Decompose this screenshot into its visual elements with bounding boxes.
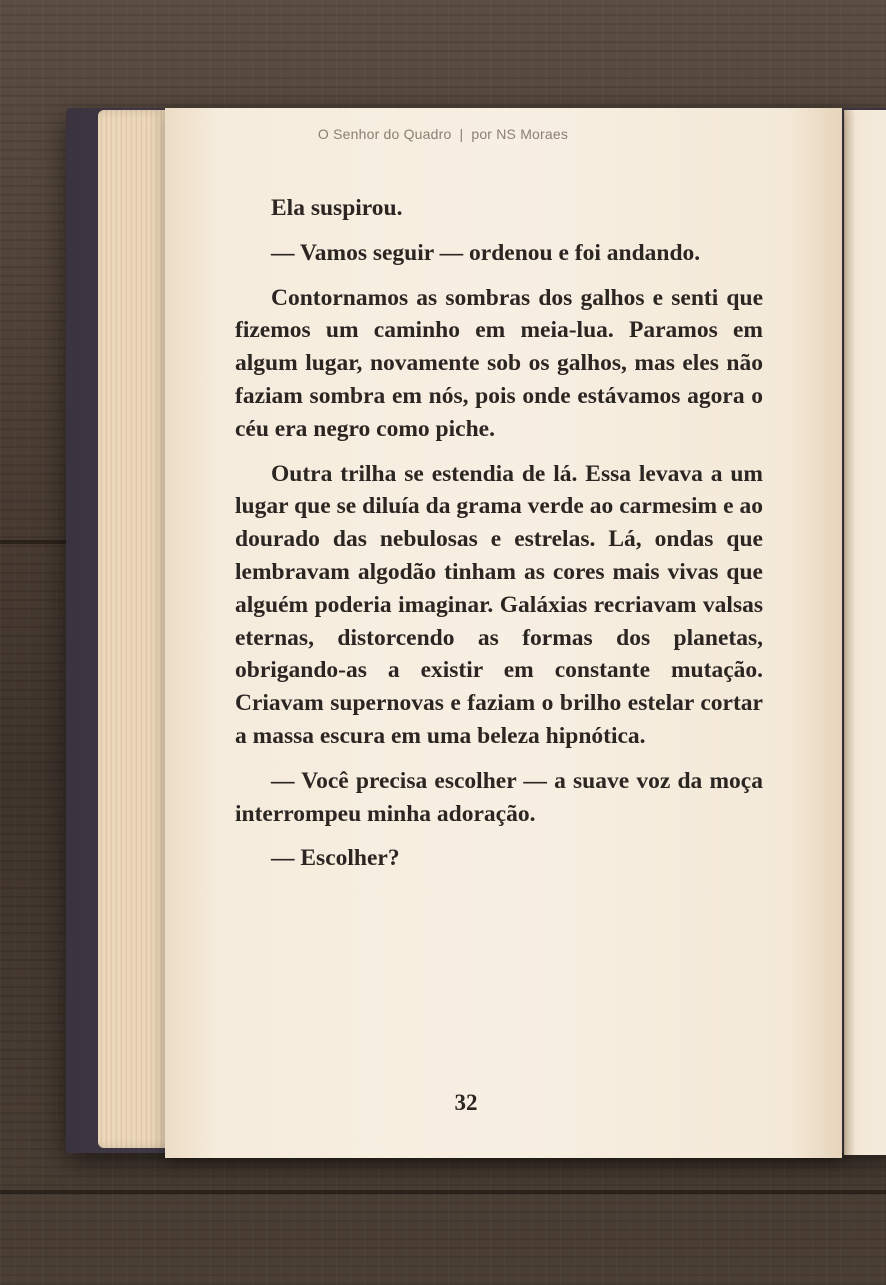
page-body xyxy=(235,192,763,887)
paragraph: Outra trilha se estendia de lá. Essa levava a um lugar que se diluía da grama verde ao carmesim e ao dourado das nebulosas e estrelas. Lá, ondas que lembravam algodão tinham as cores mais vivas que alguém poderia imaginar. Galáxias recriavam valsas eternas, distorcendo as formas dos planetas, obrigando-as a existir em constante mutação. Criavam supernovas e faziam o brilho estelar cortar a massa escura em uma beleza hipnótica. xyxy=(235,460,763,749)
running-header xyxy=(0,126,886,142)
paragraph: Contornamos as sombras dos galhos e senti que fizemos um caminho em meia-lua. Paramos em algum lugar, novamente sob os galhos, mas eles não faziam sombra em nós, pois onde estávamos agora o céu era negro como piche. xyxy=(235,284,763,442)
paragraph: — Escolher? xyxy=(271,845,400,872)
paragraph: — Você precisa escolher — a suave voz da moça interrompeu minha adoração. xyxy=(235,767,763,827)
wood-plank-seam xyxy=(0,1190,886,1194)
page-number: 32 xyxy=(454,1090,478,1115)
facing-page xyxy=(844,110,886,1155)
book-title: O Senhor do Quadro xyxy=(317,126,452,142)
paragraph: Ela suspirou. xyxy=(271,195,403,221)
paragraph: — Vamos seguir — ordenou e foi andando. xyxy=(271,239,701,266)
book-author: por NS Moraes xyxy=(471,126,569,142)
header-separator: | xyxy=(459,126,464,142)
